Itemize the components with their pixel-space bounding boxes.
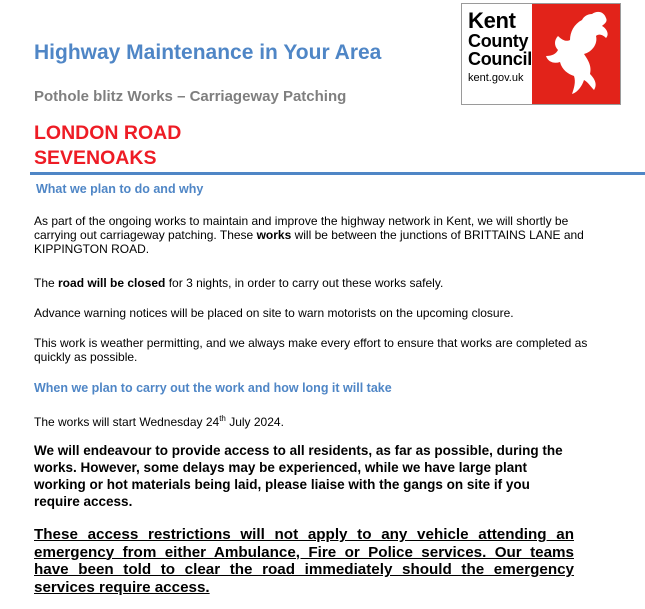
logo-word-county: County (468, 31, 529, 51)
paragraph-advance-warning: Advance warning notices will be placed on site to warn motorists on the upcoming closure. (34, 306, 514, 320)
section-heading-what-why: What we plan to do and why (36, 182, 204, 196)
page-subtitle: Pothole blitz Works – Carriageway Patching (34, 88, 347, 105)
logo-url: kent.gov.uk (468, 72, 524, 84)
paragraph-weather: This work is weather permitting, and we always make every effort to ensure that works are completed as quickly as possible. (34, 336, 588, 364)
kent-county-council-logo (461, 3, 621, 105)
section-heading-when: When we plan to carry out the work and how long it will take (34, 381, 392, 395)
paragraph-works-description (34, 214, 594, 256)
paragraph-start-date (34, 412, 594, 429)
text: The works will start Wednesday 24 (34, 415, 220, 429)
text-bold: works (256, 228, 292, 242)
white-horse-icon (532, 4, 620, 104)
text-superscript: th (219, 414, 226, 423)
text: for 3 nights, in order to carry out these works safely. (165, 276, 444, 290)
paragraph-road-closure (34, 276, 594, 290)
paragraph-access-notice: We will endeavour to provide access to all residents, as far as possible, during the works. However, some delays may be experienced, while we have large plant working or hot materials being laid, please liaise with the gangs on site if you require access. (34, 443, 563, 509)
text: As part of the ongoing works to maintain and improve the highway network in Kent, we will shortly be carrying out carriageway patching. These (34, 214, 569, 242)
logo-word-council: Council (468, 49, 532, 69)
text: The (34, 276, 59, 290)
logo-wordmark (468, 10, 538, 84)
page-title: Highway Maintenance in Your Area (34, 41, 382, 64)
location-heading (34, 121, 181, 171)
location-road: LONDON ROAD (34, 122, 182, 144)
location-town: SEVENOAKS (34, 147, 157, 169)
text-bold: road will be closed (58, 276, 166, 290)
emergency-services-notice: These access restrictions will not apply to any vehicle attending an emergency from either Ambulance, Fire or Police services. Our teams have been told to clear the road immediately should the emergency services require access. (34, 526, 574, 596)
text: will be between the junctions of BRITTAINS LANE and KIPPINGTON ROAD. (34, 228, 584, 256)
section-divider (30, 172, 645, 175)
text: July 2024. (225, 415, 284, 429)
logo-red-panel (532, 4, 620, 104)
logo-word-kent: Kent (468, 8, 516, 33)
